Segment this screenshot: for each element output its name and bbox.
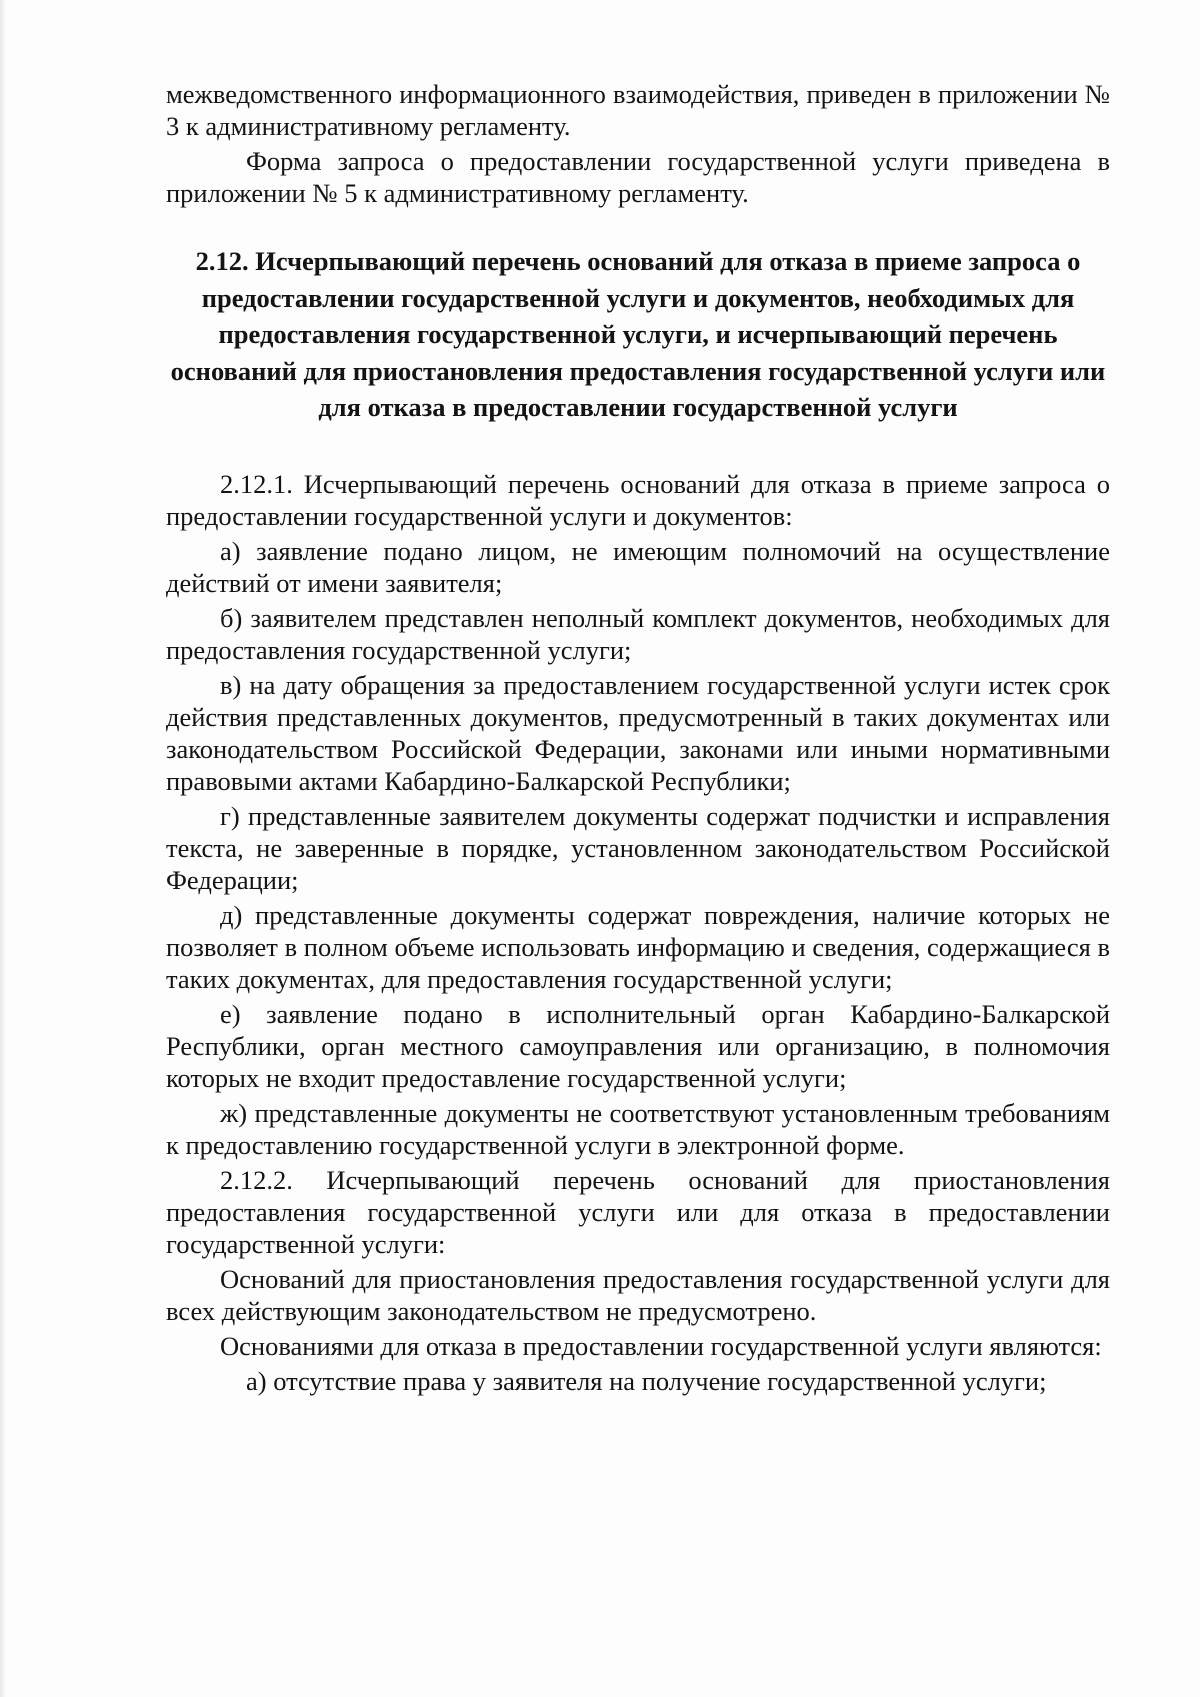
refusal-item-a: а) отсутствие права у заявителя на получение государственной услуги; xyxy=(246,1366,1047,1396)
paragraph-2-12-2: 2.12.2. Исчерпывающий перечень оснований для приостановления предоставления государственной услуги или для отказа в предоставлении государственной услуги: xyxy=(166,1165,1110,1259)
section-heading: 2.12. Исчерпывающий перечень оснований для отказа в приеме запроса о предоставлении государственной услуги и документов, необходимых для предоставления государственной услуги, и исчерпывающий перечень оснований для приостановления предоставления государственной услуги или для отказа в предоставлении государственной услуги xyxy=(170,246,1106,422)
scan-edge-shadow xyxy=(0,0,6,1697)
list-item-v: в) на дату обращения за предоставлением государственной услуги истек срок действия представленных документов, предусмотренный в таких документах или законодательством Российской Федерации, законами или иными нормативными правовыми актами Кабардино-Балкарской Республики; xyxy=(166,670,1110,796)
list-item-a: а) заявление подано лицом, не имеющим полномочий на осуществление действий от имени заявителя; xyxy=(166,536,1110,598)
intro-paragraph-2: Форма запроса о предоставлении государственной услуги приведена в приложении № 5 к административному регламенту. xyxy=(166,146,1110,208)
intro-block xyxy=(166,78,1110,212)
paragraph-refusal-grounds: Основаниями для отказа в предоставлении государственной услуги являются: xyxy=(220,1331,1102,1361)
paragraph-2-12-1: 2.12.1. Исчерпывающий перечень оснований для отказа в приеме запроса о предоставлении государственной услуги и документов: xyxy=(166,469,1110,531)
list-item-b: б) заявителем представлен неполный комплект документов, необходимых для предоставления государственной услуги; xyxy=(166,603,1110,665)
list-item-g: г) представленные заявителем документы содержат подчистки и исправления текста, не заверенные в порядке, установленном законодательством Российской Федерации; xyxy=(166,801,1110,895)
list-item-d: д) представленные документы содержат повреждения, наличие которых не позволяет в полном объеме использовать информацию и сведения, содержащиеся в таких документах, для предоставления государственной услуги; xyxy=(166,900,1110,994)
list-item-e: е) заявление подано в исполнительный орган Кабардино-Балкарской Республики, орган местного самоуправления или организацию, в полномочия которых не входит предоставление государственной услуги; xyxy=(166,999,1110,1093)
list-item-zh: ж) представленные документы не соответствуют установленным требованиям к предоставлению государственной услуги в электронной форме. xyxy=(166,1098,1110,1160)
intro-paragraph-1: межведомственного информационного взаимодействия, приведен в приложении № 3 к административному регламенту. xyxy=(166,79,1110,141)
paragraph-no-suspension: Оснований для приостановления предоставления государственной услуги для всех действующим законодательством не предусмотрено. xyxy=(166,1264,1110,1326)
body-block xyxy=(166,468,1110,1400)
